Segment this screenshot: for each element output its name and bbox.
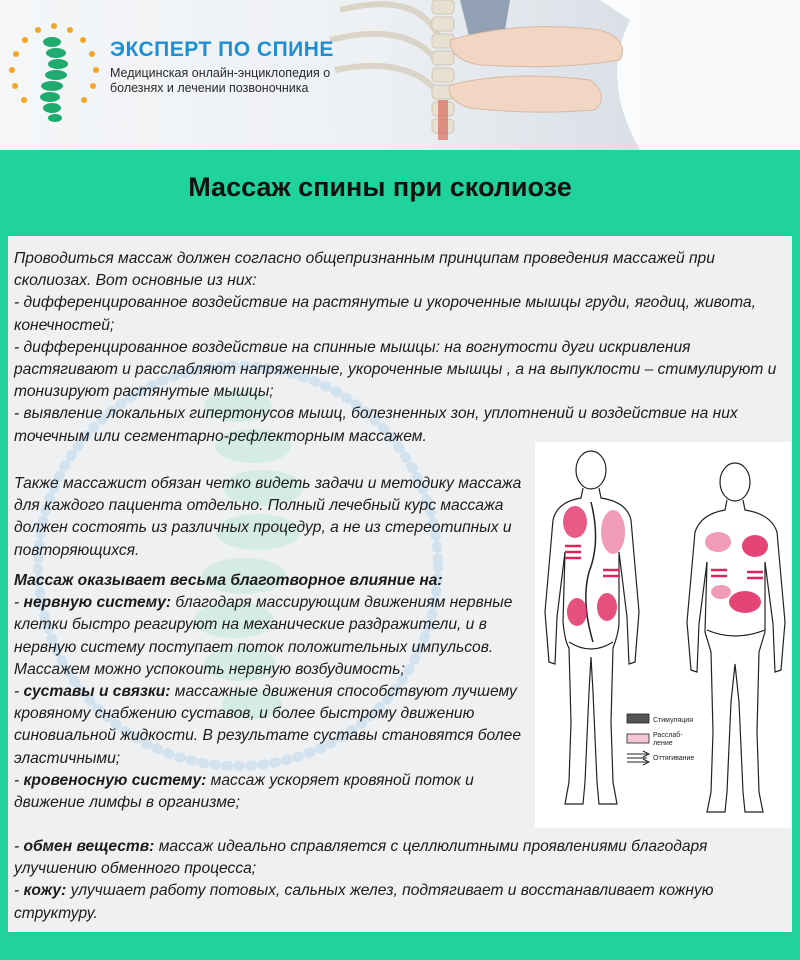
logo-icon — [8, 20, 100, 128]
front-zones — [705, 532, 768, 613]
page-title: Массаж спины при сколиозе — [188, 172, 572, 202]
back-zones — [563, 506, 625, 626]
intro-line: - дифференцированное воздействие на растянутые и укороченные мышцы груди, ягодиц, живота, конечностей; — [14, 294, 756, 334]
benefits-list-continued — [14, 836, 786, 925]
legend-relax-line2: ление — [653, 740, 673, 747]
intro-line: Проводиться массаж должен согласно общепризнанным принципам проведения массажей при сколиозах. Вот основные из них: — [14, 250, 715, 290]
brand-title: ЭКСПЕРТ ПО СПИНЕ — [110, 38, 334, 61]
benefits-heading: Массаж оказывает весьма благотворное влияние на: — [14, 572, 443, 589]
brand-subtitle: Медицинская онлайн-энциклопедия о болезнях и лечении позвоночника — [110, 66, 331, 95]
spine-doctor-illustration — [300, 0, 800, 150]
divider — [412, 229, 800, 236]
arrows-icon — [627, 751, 649, 765]
site-header — [0, 0, 800, 150]
intro-line: - дифференцированное воздействие на спинные мышцы: на вогнутости дуги искривления растягивают и расслабляют напряженные, укороченные мышцы , а на выпуклости – стимулируют и тонизируют растянутые мышцы; — [14, 338, 777, 401]
list-item: - суставы и связки: массажные движения способствуют лучшему кровяному снабжению суставов, и более быстрому движению синовиальной жидкости. В результате суставы становятся более эластичными; — [14, 683, 522, 767]
back-figure — [545, 451, 639, 804]
benefits-list — [14, 570, 529, 814]
list-item: - нервную систему: благодаря массирующим движениям нервные клетки быстро реагируют на механические раздражители, и в нервную систему поступает поток положительных импульсов. Массажем можно успокоить нервную возбудимость; — [14, 594, 513, 678]
legend-stretch: Оттягивание — [653, 755, 695, 762]
methodology-paragraph: Также массажист обязан четко видеть задачи и методику массажа для каждого пациента отдельно. Полный лечебный курс массажа должен состоять из различных процедур, а не из стереотипных и повторяющихся. — [14, 475, 522, 559]
list-item: - кровеносную систему: массаж ускоряет кровяной поток и движение лимфы в организме; — [14, 771, 474, 812]
list-item: - обмен веществ: массаж идеально справляется с целлюлитными проявлениями благодаря улучшению обменного процесса; — [14, 838, 708, 878]
content-panel — [8, 236, 792, 932]
legend-stimulation: Стимуляция — [653, 717, 693, 724]
front-figure — [687, 463, 785, 812]
legend-relax-line1: Расслаб- — [653, 732, 683, 739]
massage-zones-figure — [535, 442, 792, 828]
intro-line: - выявление локальных гипертонусов мышц, болезненных зон, уплотнений и воздействие на них точечным или сегментарно-рефлекторным массажем. — [14, 405, 738, 445]
footer-band — [0, 932, 800, 960]
figure-legend — [627, 714, 694, 765]
intro-text — [14, 248, 786, 448]
list-item: - кожу: улучшает работу потовых, сальных желез, подтягивает и восстанавливает кожную структуру. — [14, 882, 714, 922]
